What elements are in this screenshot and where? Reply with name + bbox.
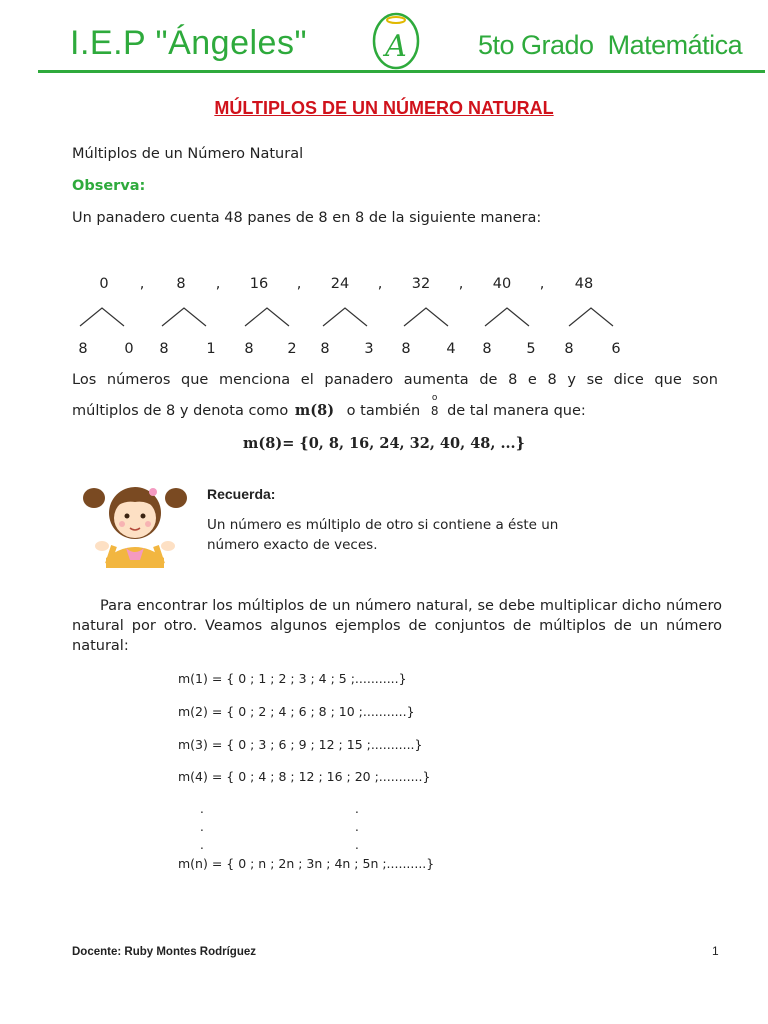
m8-notation: m(8) xyxy=(294,402,335,419)
explanation-line-1: Los números que menciona el panadero aumenta de 8 e 8 y se dice que son xyxy=(72,372,718,388)
branch-caret xyxy=(245,308,289,326)
intro-text: Un panadero cuenta 48 panes de 8 en 8 de la siguiente manera: xyxy=(72,210,542,226)
example-m4: m(4) = { 0 ; 4 ; 8 ; 12 ; 16 ; 20 ;...........} xyxy=(178,769,431,784)
pair-factor: 8 xyxy=(78,341,88,357)
explanation-text: de tal manera que: xyxy=(447,403,586,419)
explanation-line-2 xyxy=(72,393,586,419)
pair-multiplier: 6 xyxy=(611,341,621,357)
sequence-comma: , xyxy=(458,276,464,292)
multiples-paragraph xyxy=(72,596,722,656)
observa-label: Observa: xyxy=(72,178,146,194)
sequence-number: 0 xyxy=(99,276,109,292)
branch-caret xyxy=(323,308,367,326)
sequence-number: 32 xyxy=(411,276,431,292)
ellipsis-dot: . xyxy=(200,802,204,816)
example-m1: m(1) = { 0 ; 1 ; 2 ; 3 ; 4 ; 5 ;...........} xyxy=(178,671,407,686)
pair-factor: 8 xyxy=(482,341,492,357)
girl-illustration xyxy=(80,476,190,568)
school-name: I.E.P "Ángeles" xyxy=(70,24,308,62)
pair-multiplier: 2 xyxy=(287,341,297,357)
ellipsis-dot: . xyxy=(355,838,359,852)
pair-factor: 8 xyxy=(401,341,411,357)
pair-multiplier: 1 xyxy=(206,341,216,357)
page-title: MÚLTIPLOS DE UN NÚMERO NATURAL xyxy=(214,98,554,118)
pair-factor: 8 xyxy=(564,341,574,357)
ellipsis-dot: . xyxy=(355,802,359,816)
ellipsis-dot: . xyxy=(355,820,359,834)
pair-factor: 8 xyxy=(320,341,330,357)
sequence-comma: , xyxy=(215,276,221,292)
recuerda-title: Recuerda: xyxy=(207,486,276,502)
example-m2: m(2) = { 0 ; 2 ; 4 ; 6 ; 8 ; 10 ;...........} xyxy=(178,704,415,719)
paragraph-text: Para encontrar los múltiplos de un número natural, se debe multiplicar dicho número natural por otro. Veamos algunos ejemplos de conjuntos de múltiplos de un número natural: xyxy=(72,598,722,654)
pair-multiplier: 5 xyxy=(526,341,536,357)
page-number: 1 xyxy=(712,944,719,958)
branch-caret xyxy=(485,308,529,326)
sequence-number: 40 xyxy=(492,276,512,292)
sequence-number: 48 xyxy=(574,276,594,292)
teacher-name: Docente: Ruby Montes Rodríguez xyxy=(72,946,257,958)
recuerda-body: Un número es múltiplo de otro si contiene a éste un número exacto de veces. xyxy=(207,517,559,553)
sequence-comma: , xyxy=(539,276,545,292)
pair-factor: 8 xyxy=(159,341,169,357)
explanation-text: múltiplos de 8 y denota como xyxy=(72,403,289,419)
multiple-of-eight-symbol xyxy=(430,393,439,418)
sequence-comma: , xyxy=(296,276,302,292)
branch-caret xyxy=(404,308,448,326)
logo-letter: A xyxy=(385,29,407,64)
pair-factor: 8 xyxy=(244,341,254,357)
branch-caret xyxy=(569,308,613,326)
m8-set: m(8)= {0, 8, 16, 24, 32, 40, 48, ...} xyxy=(243,435,525,452)
pair-multiplier: 3 xyxy=(364,341,374,357)
header-divider xyxy=(38,70,765,73)
ellipsis-dot: . xyxy=(200,820,204,834)
grade-subject: 5to Grado Matemática xyxy=(478,30,743,60)
pair-multiplier: 0 xyxy=(124,341,134,357)
branch-caret xyxy=(162,308,206,326)
example-m3: m(3) = { 0 ; 3 ; 6 ; 9 ; 12 ; 15 ;...........} xyxy=(178,737,423,752)
sequence-comma: , xyxy=(139,276,145,292)
example-mn: m(n) = { 0 ; n ; 2n ; 3n ; 4n ; 5n ;..........} xyxy=(178,856,435,871)
eight-digit: 8 xyxy=(430,404,439,418)
sequence-number: 8 xyxy=(176,276,186,292)
branch-caret xyxy=(80,308,124,326)
sequence-number: 16 xyxy=(249,276,269,292)
branch-lines xyxy=(0,304,768,330)
ellipsis-dot: . xyxy=(200,838,204,852)
pair-multiplier: 4 xyxy=(446,341,456,357)
ring-mark: o xyxy=(431,393,438,403)
explanation-text: o también xyxy=(346,403,421,419)
sequence-number: 24 xyxy=(330,276,350,292)
sequence-comma: , xyxy=(377,276,383,292)
school-logo xyxy=(370,10,422,70)
subtitle: Múltiplos de un Número Natural xyxy=(72,146,304,162)
